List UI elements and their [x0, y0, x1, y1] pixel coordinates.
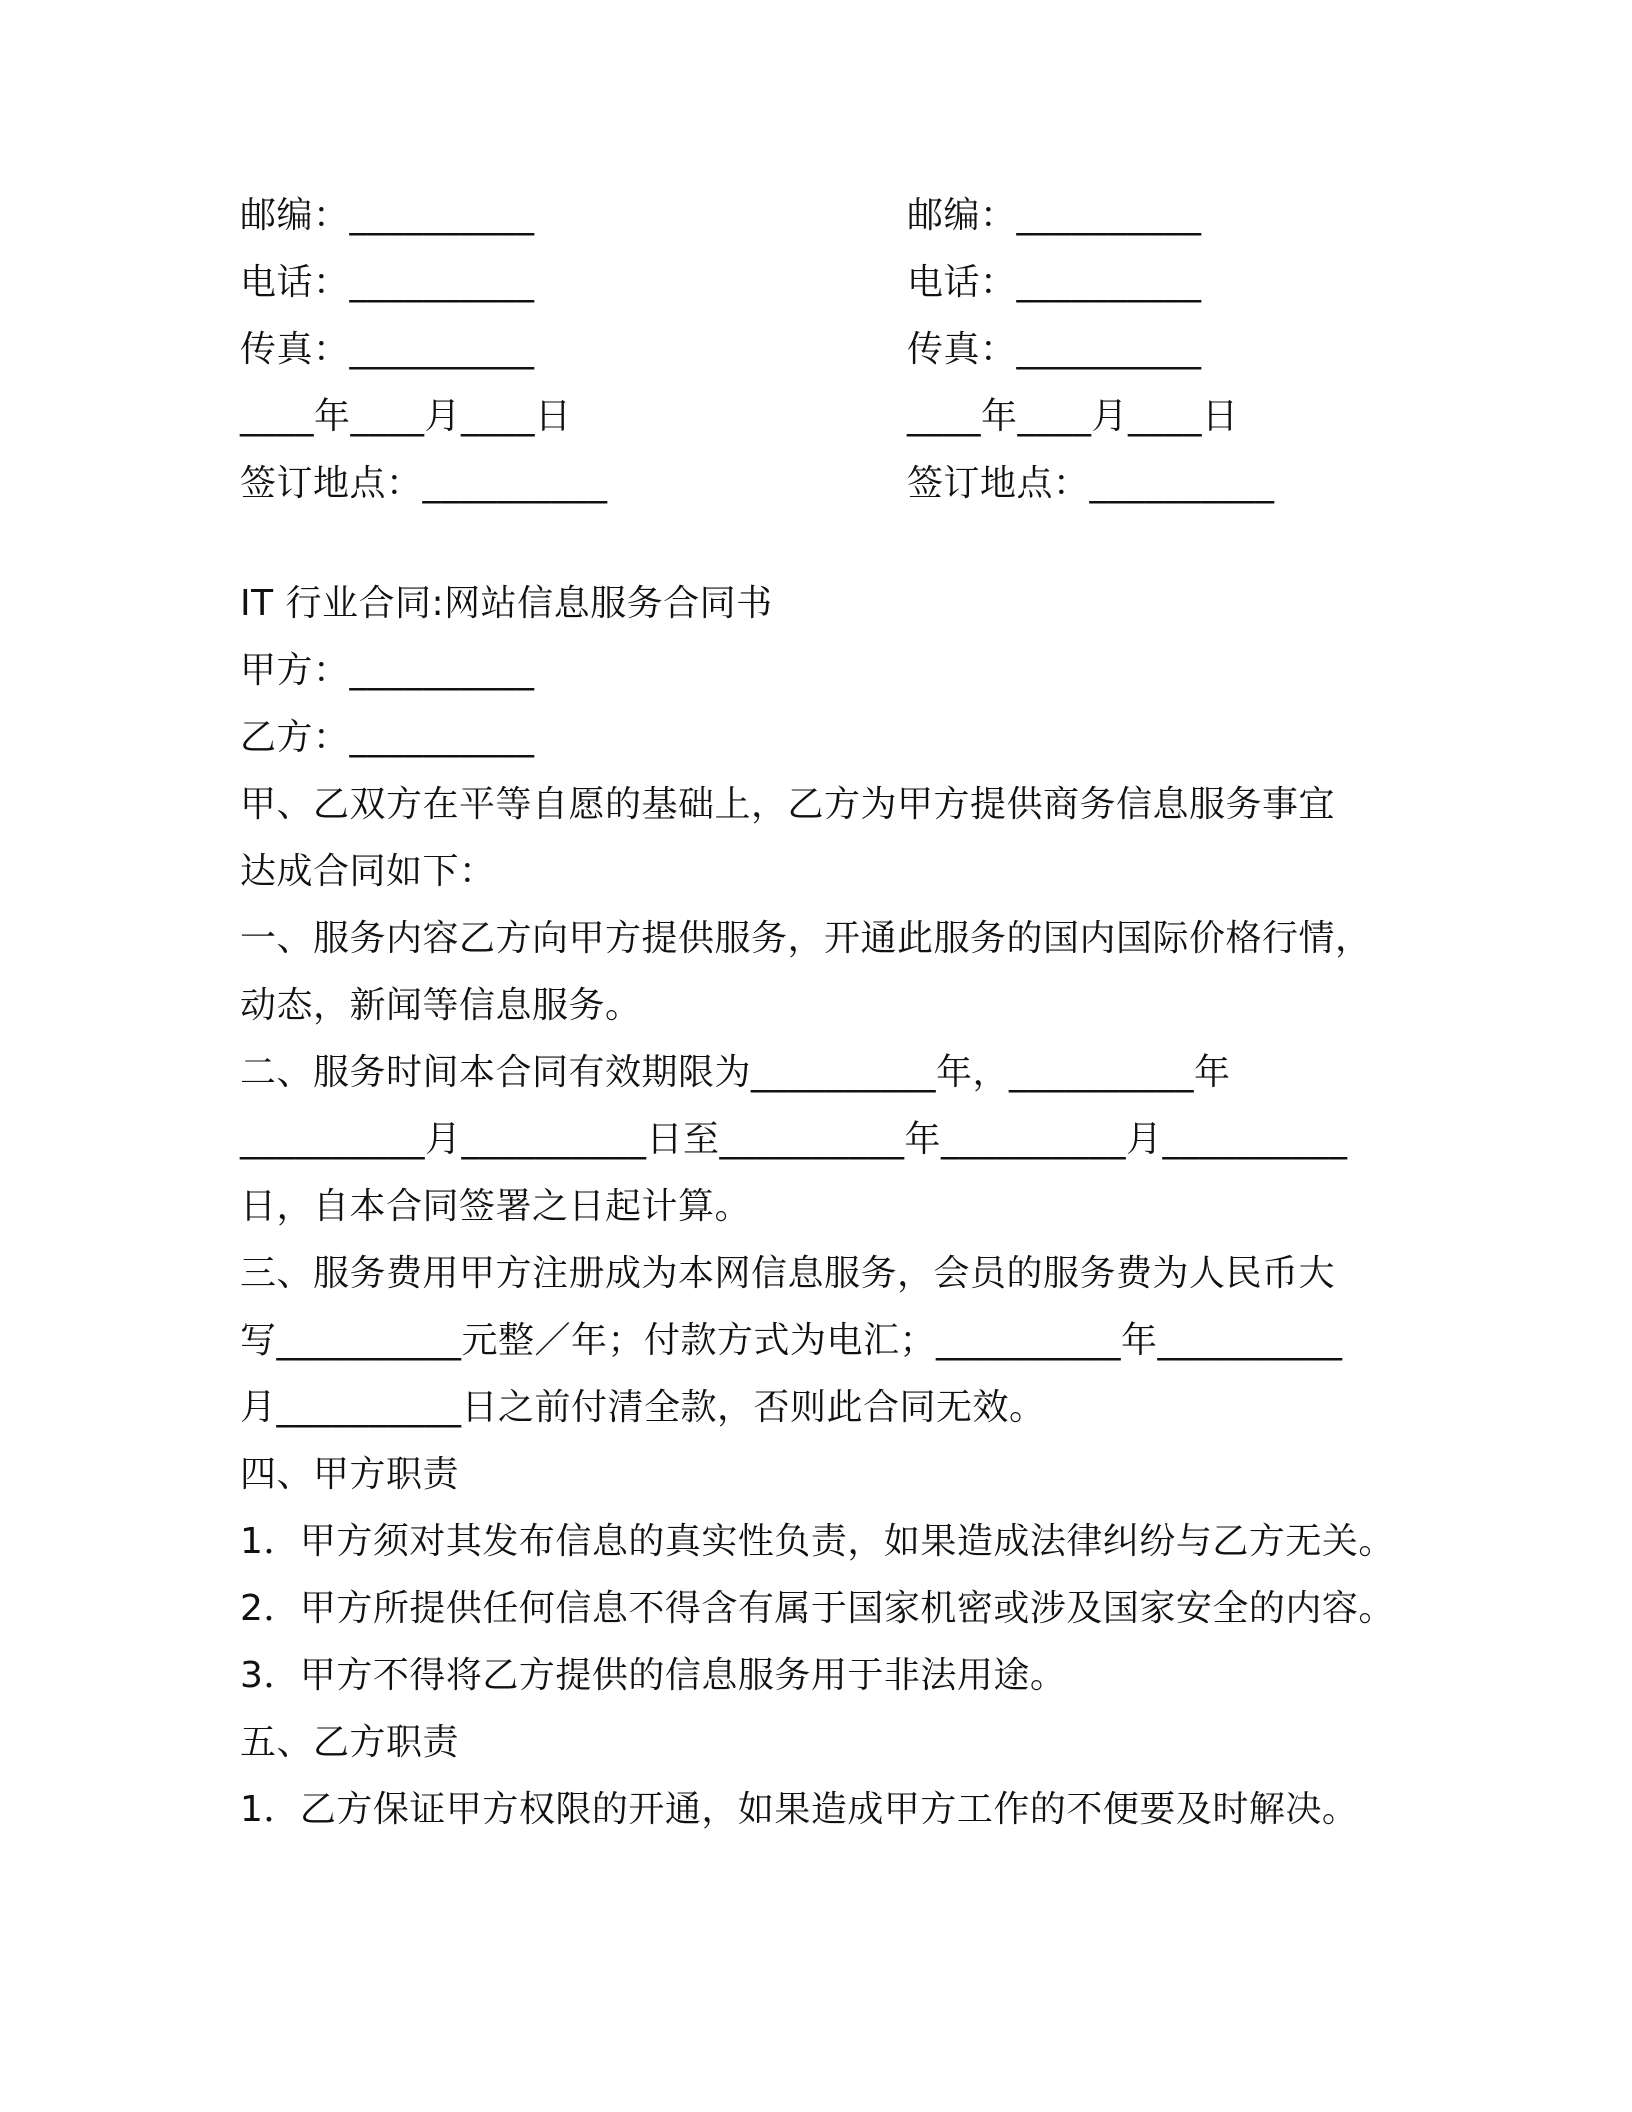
- right-postcode-field: 邮编：__________: [907, 195, 1202, 236]
- right-phone-field: 电话：__________: [907, 262, 1202, 303]
- left-signing-place-field: 签订地点：__________: [240, 463, 608, 504]
- body-line: 甲、乙双方在平等自愿的基础上，乙方为甲方提供商务信息服务事宜: [240, 784, 1336, 825]
- body-line: 月__________日之前付清全款，否则此合同无效。: [240, 1387, 1046, 1428]
- body-line: 3．甲方不得将乙方提供的信息服务用于非法用途。: [240, 1655, 1067, 1696]
- contract-title: IT 行业合同:网站信息服务合同书: [240, 583, 773, 624]
- body-line: 达成合同如下：: [240, 851, 496, 892]
- section-heading: 四、甲方职责: [240, 1454, 460, 1495]
- right-signing-place-field: 签订地点：__________: [907, 463, 1275, 504]
- body-line: 三、服务费用甲方注册成为本网信息服务，会员的服务费为人民币大: [240, 1253, 1336, 1294]
- left-fax-field: 传真：__________: [240, 329, 535, 370]
- body-line: 2．甲方所提供任何信息不得含有属于国家机密或涉及国家安全的内容。: [240, 1588, 1395, 1629]
- party-b-field: 乙方：__________: [240, 717, 535, 758]
- body-line: 一、服务内容乙方向甲方提供服务，开通此服务的国内国际价格行情，: [240, 918, 1372, 959]
- right-date-field: ____年____月____日: [907, 396, 1239, 437]
- left-postcode-field: 邮编：__________: [240, 195, 535, 236]
- left-phone-field: 电话：__________: [240, 262, 535, 303]
- left-date-field: ____年____月____日: [240, 396, 572, 437]
- body-line: __________月__________日至__________年__________月__________: [240, 1119, 1348, 1160]
- body-line: 1．乙方保证甲方权限的开通，如果造成甲方工作的不便要及时解决。: [240, 1789, 1359, 1830]
- body-line: 动态，新闻等信息服务。: [240, 985, 642, 1026]
- body-line: 1．甲方须对其发布信息的真实性负责，如果造成法律纠纷与乙方无关。: [240, 1521, 1395, 1562]
- body-line: 写__________元整／年；付款方式为电汇；__________年__________: [240, 1320, 1343, 1361]
- right-fax-field: 传真：__________: [907, 329, 1202, 370]
- body-line: 日，自本合同签署之日起计算。: [240, 1186, 752, 1227]
- party-a-field: 甲方：__________: [240, 650, 535, 691]
- section-heading: 五、乙方职责: [240, 1722, 460, 1763]
- body-line: 二、服务时间本合同有效期限为__________年，__________年: [240, 1052, 1231, 1093]
